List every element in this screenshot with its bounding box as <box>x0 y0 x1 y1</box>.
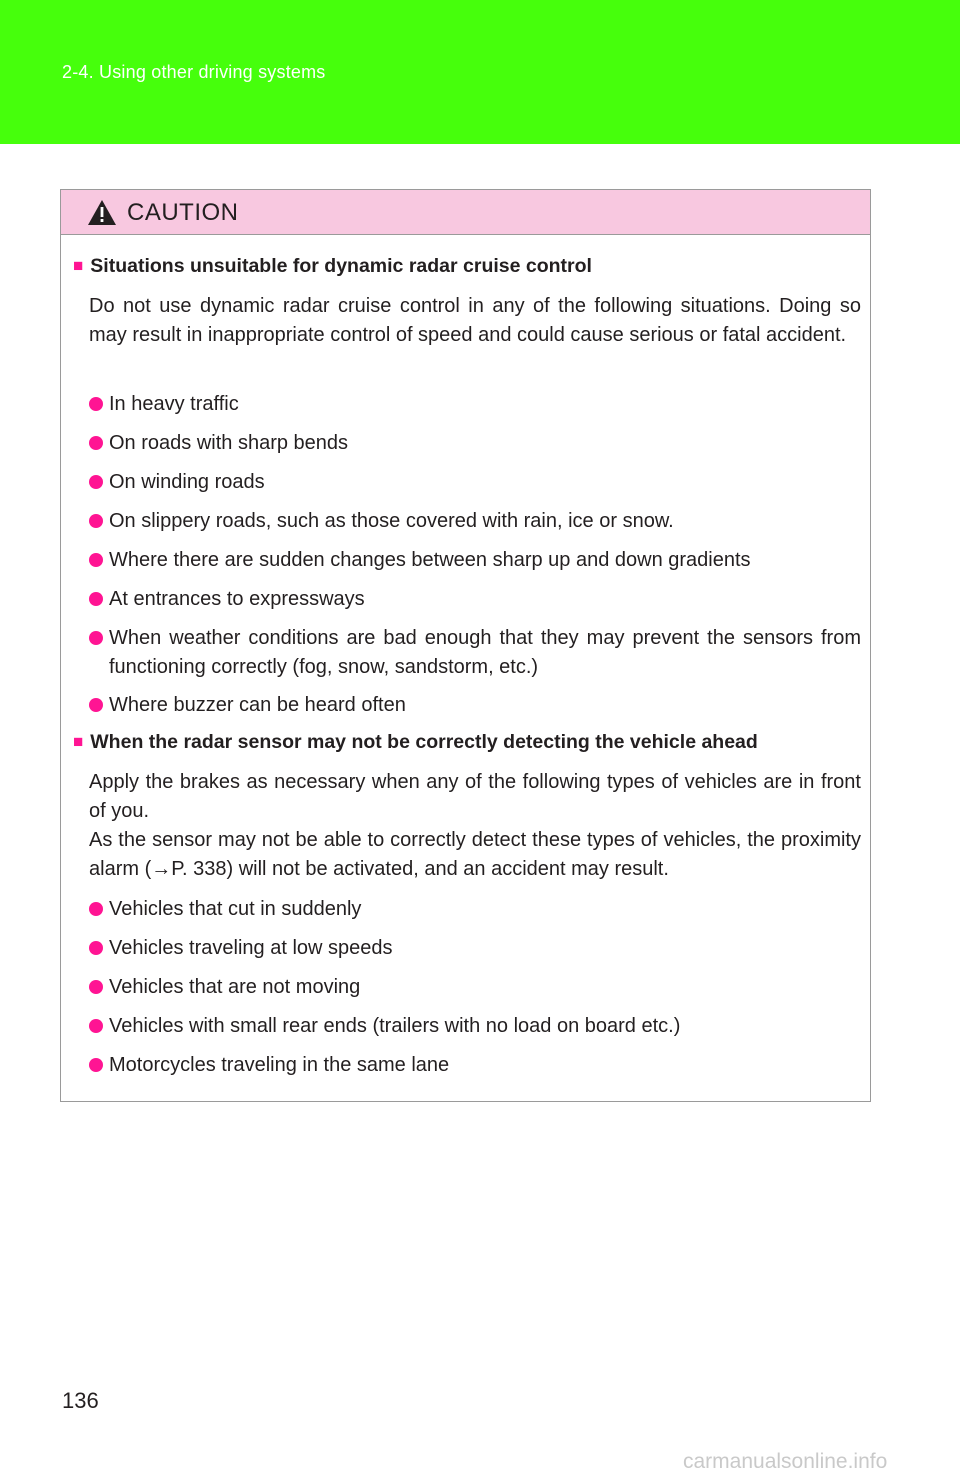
bullet-dot-icon <box>89 553 103 567</box>
list-item: On slippery roads, such as those covered with rain, ice or snow. <box>89 507 861 536</box>
list-item: Vehicles that cut in suddenly <box>89 895 861 924</box>
list-item: At entrances to expressways <box>89 585 861 614</box>
square-bullet-icon: ■ <box>73 256 84 275</box>
section-title: 2-4. Using other driving systems <box>62 62 326 82</box>
list-item: Vehicles that are not moving <box>89 973 861 1002</box>
list-item: In heavy traffic <box>89 390 861 419</box>
bullet-dot-icon <box>89 436 103 450</box>
list-item: Where there are sudden changes between sharp up and down gradients <box>89 546 861 575</box>
caution-header <box>61 190 870 235</box>
section-intro: Apply the brakes as necessary when any of the following types of vehicles are in front of you. <box>89 771 861 822</box>
bullet-dot-icon <box>89 941 103 955</box>
warning-triangle-icon <box>87 199 117 226</box>
list-item: Motorcycles traveling in the same lane <box>89 1051 861 1080</box>
bullet-dot-icon <box>89 902 103 916</box>
list-item: On roads with sharp bends <box>89 429 861 458</box>
bullet-dot-icon <box>89 1019 103 1033</box>
bullet-dot-icon <box>89 592 103 606</box>
bullet-dot-icon <box>89 397 103 411</box>
bullet-dot-icon <box>89 1058 103 1072</box>
section-heading: ■ When the radar sensor may not be correctly detecting the vehicle ahead <box>73 731 758 753</box>
section-intro: Do not use dynamic radar cruise control in any of the following situations. Doing so may result in inappropriate control of speed and could cause serious or fatal accident. <box>89 295 861 346</box>
list-item: Where buzzer can be heard often <box>89 691 861 720</box>
page-number: 136 <box>62 1388 99 1413</box>
caution-label: CAUTION <box>127 199 239 226</box>
list-item: On winding roads <box>89 468 861 497</box>
section-intro: As the sensor may not be able to correctly detect these types of vehicles, the proximity alarm (→P. 338) will not be activated, and an accident may result. <box>89 829 861 880</box>
square-bullet-icon: ■ <box>73 732 84 751</box>
bullet-dot-icon <box>89 514 103 528</box>
watermark: carmanualsonline.info <box>683 1450 888 1473</box>
list-item: Vehicles with small rear ends (trailers with no load on board etc.) <box>89 1012 861 1041</box>
bullet-dot-icon <box>89 698 103 712</box>
section-heading: ■ Situations unsuitable for dynamic radar cruise control <box>73 255 592 277</box>
caution-box <box>60 189 871 1102</box>
bullet-dot-icon <box>89 475 103 489</box>
bullet-dot-icon <box>89 980 103 994</box>
bullet-dot-icon <box>89 631 103 645</box>
list-item: When weather conditions are bad enough that they may prevent the sensors from functioning correctly (fog, snow, sandstorm, etc.) <box>89 624 861 682</box>
list-item: Vehicles traveling at low speeds <box>89 934 861 963</box>
